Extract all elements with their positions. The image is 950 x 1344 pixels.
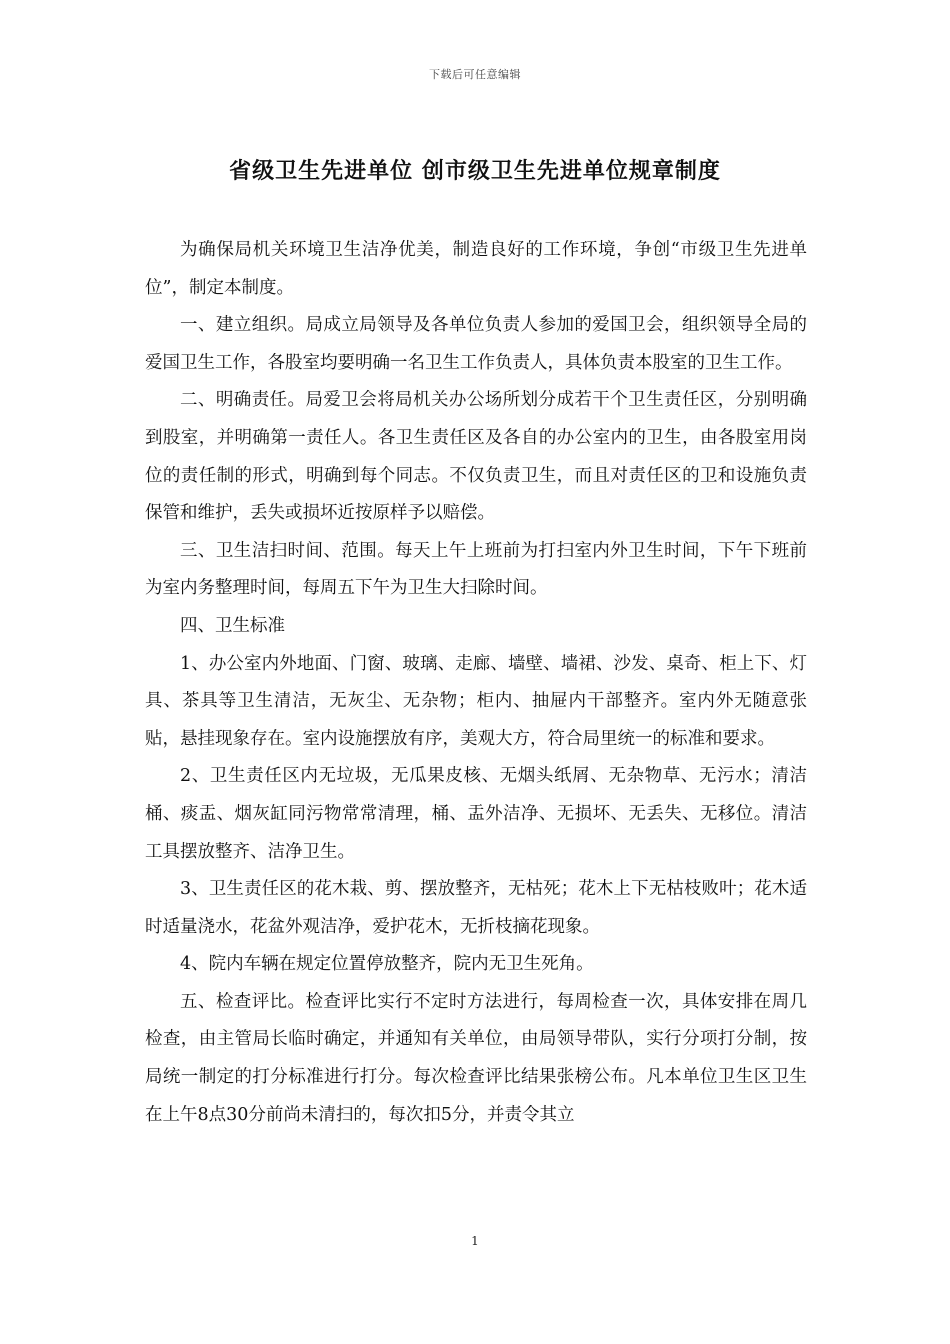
paragraph-standard-2: 2、卫生责任区内无垃圾，无瓜果皮核、无烟头纸屑、无杂物草、无污水；清洁桶、痰盂、烟灰缸同污物常常清理，桶、盂外洁净、无损坏、无丢失、无移位。清洁工具摆放整齐、洁净卫生。 <box>145 766 807 862</box>
paragraph-section-4-heading: 四、卫生标准 <box>180 615 285 636</box>
paragraph-intro: 为确保局机关环境卫生洁净优美，制造良好的工作环境，争创“市级卫生先进单位”，制定本制度。 <box>145 240 807 298</box>
paragraph-standard-4: 4、院内车辆在规定位置停放整齐，院内无卫生死角。 <box>180 954 594 975</box>
paragraph-standard-3: 3、卫生责任区的花木栽、剪、摆放整齐，无枯死；花木上下无枯枝败叶；花木适时适量浇水，花盆外观洁净，爱护花木，无折枝摘花现象。 <box>145 879 807 937</box>
paragraph-section-3: 三、卫生洁扫时间、范围。每天上午上班前为打扫室内外卫生时间，下午下班前为室内务整理时间，每周五下午为卫生大扫除时间。 <box>145 540 807 599</box>
paragraph-section-2: 二、明确责任。局爱卫会将局机关办公场所划分成若干个卫生责任区，分别明确到股室，并明确第一责任人。各卫生责任区及各自的办公室内的卫生，由各股室用岗位的责任制的形式，明确到每个同志。不仅负责卫生，而且对责任区的卫和设施负责保管和维护，丢失或损坏近按原样予以赔偿。 <box>145 390 807 524</box>
paragraph-section-1: 一、建立组织。局成立局领导及各单位负责人参加的爱国卫会，组织领导全局的爱国卫生工作，各股室均要明确一名卫生工作负责人，具体负责本股室的卫生工作。 <box>145 315 807 373</box>
page-header-note: 下载后可任意编辑 <box>429 68 521 81</box>
paragraph-section-5: 五、检查评比。检查评比实行不定时方法进行，每周检查一次，具体安排在周几检查，由主管局长临时确定，并通知有关单位，由局领导带队，实行分项打分制，按局统一制定的打分标准进行打分。每次检查评比结果张榜公布。凡本单位卫生区卫生在上午8点30分前尚未清扫的，每次扣5分，并责令其立 <box>145 991 807 1125</box>
paragraph-standard-1: 1、办公室内外地面、门窗、玻璃、走廊、墙壁、墙裙、沙发、桌奇、柜上下、灯具、茶具等卫生清洁，无灰尘、无杂物；柜内、抽屉内干部整齐。室内外无随意张贴，悬挂现象存在。室内设施摆放有序，美观大方，符合局里统一的标准和要求。 <box>145 653 807 749</box>
page-number: 1 <box>471 1234 479 1248</box>
document-title: 省级卫生先进单位 创市级卫生先进单位规章制度 <box>229 158 721 184</box>
document-body <box>145 232 807 1134</box>
